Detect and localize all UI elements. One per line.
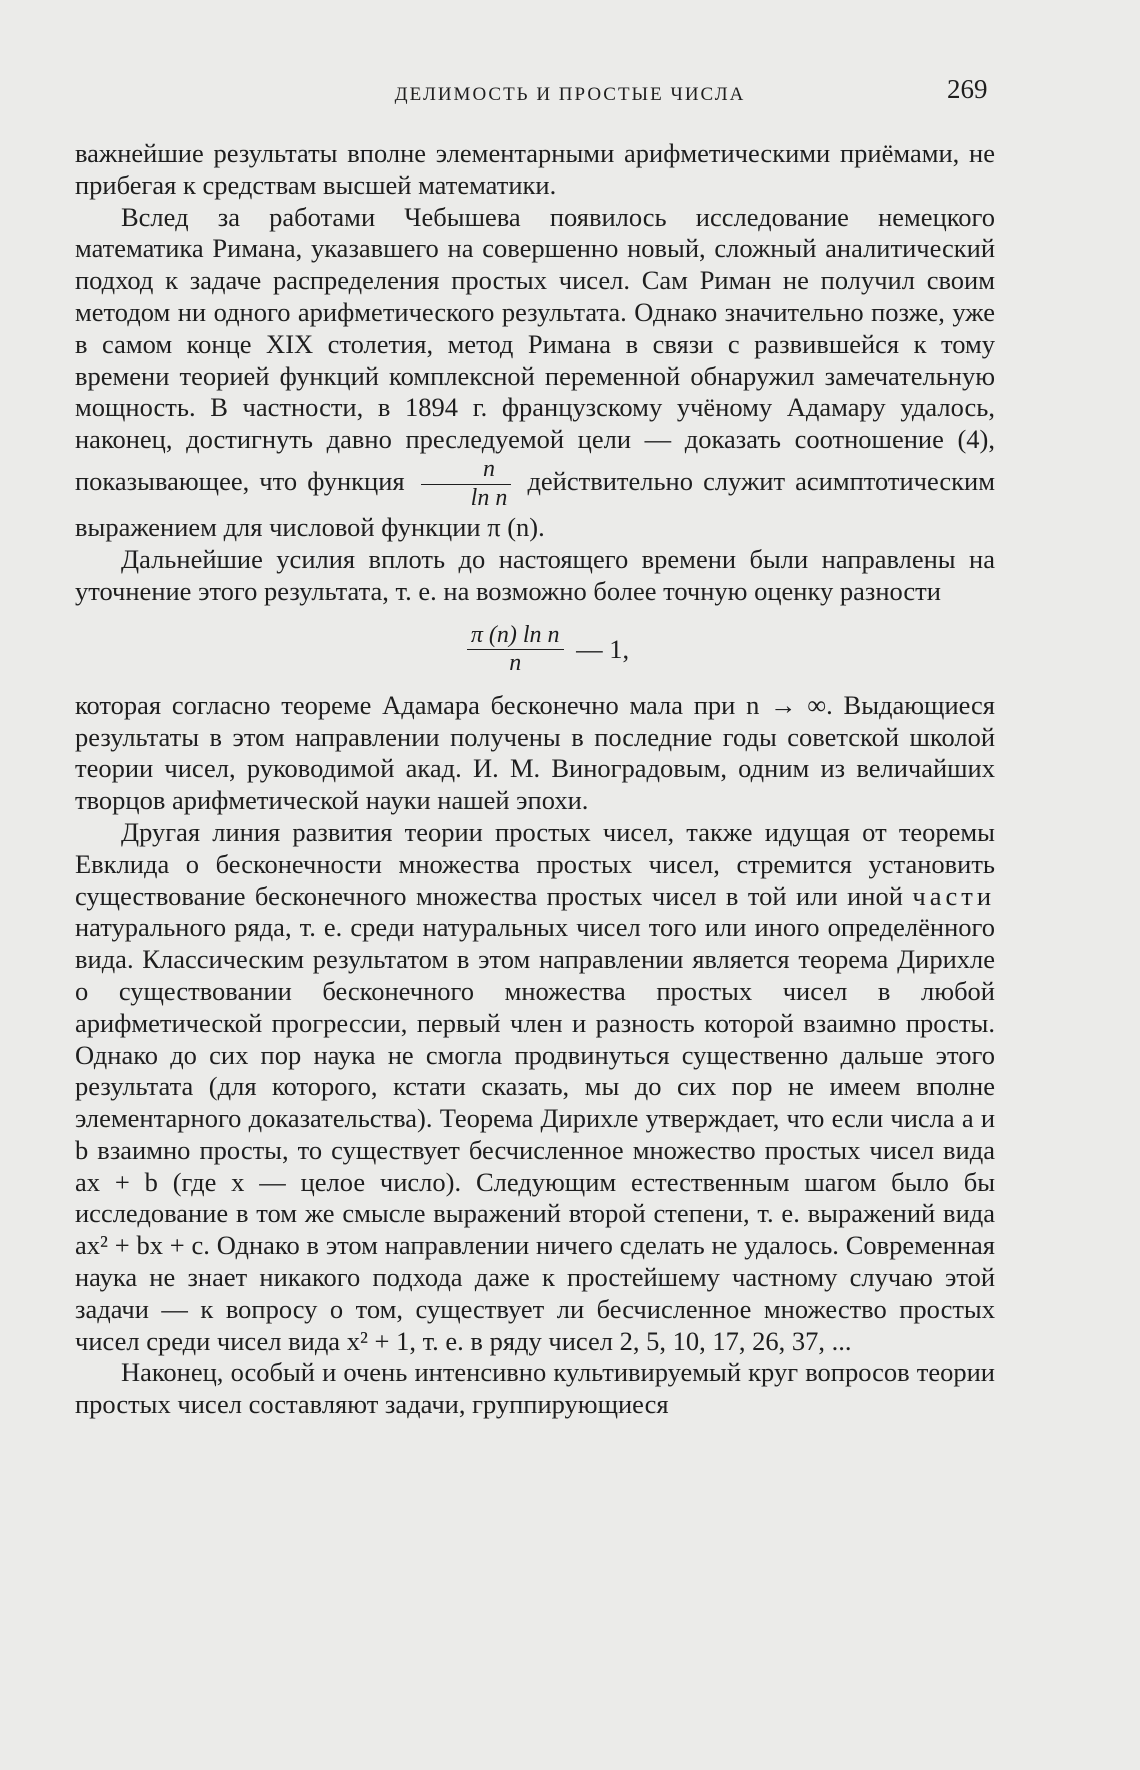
display-fraction-denominator: n — [467, 649, 564, 678]
fraction-denominator: ln n — [421, 484, 512, 513]
paragraph-2 — [75, 202, 995, 544]
paragraph-5: Наконец, особый и очень интенсивно культивируемый круг вопросов теории простых чисел составляют задачи, группирующиеся — [75, 1357, 995, 1420]
display-formula — [75, 622, 995, 678]
running-title: ДЕЛИМОСТЬ И ПРОСТЫЕ ЧИСЛА — [394, 84, 746, 105]
body-text — [75, 138, 995, 1421]
page-number: 269 — [947, 74, 988, 104]
paragraph-4 — [75, 817, 995, 1358]
paragraph-2-text-a: Вслед за работами Чебышева появилось исследование немецкого математика Римана, указавшего на совершенно новый, сложный аналитический подход к задаче распределения простых чисел. Сам Риман не получил своим методом ни одного арифметического результата. Однако значительно позже, уже в самом конце XIX столетия, метод Римана в связи с развившейся к тому времени теорией функций комплексной переменной обнаружил замечательную мощность. В частности, в 1894 г. французскому учёному Адамару удалось, наконец, достигнуть давно преследуемой цели — доказать соотношение (4), показывающее, что функция — [75, 201, 995, 497]
display-fraction-numerator: π (n) ln n — [470, 621, 560, 648]
paragraph-4-text-b: натурального ряда, т. е. среди натуральных чисел того или иного определённого вида. Классическим результатом в этом направлении является теорема Дирихле о существовании бесконечного множества простых чисел в любой арифметической прогрессии, первый член и разность которой взаимно просты. Однако до сих пор наука не смогла продвинуться существенно дальше этого результата (для которого, кстати сказать, мы до сих пор не имеем вполне элементарного доказательства). Теорема Дирихле утверждает, что если числа a и b взаимно просты, то существует бесчисленное множество простых чисел вида ax + b (где x — целое число). Следующим естественным шагом было бы исследование в том же смысле выражений второй степени, т. е. выражений вида ax² + bx + c. Однако в этом направлении ничего сделать не удалось. Современная наука не знает никакого подхода даже к простейшему частному случаю этой задачи — к вопросу о том, существует ли бесчисленное множество простых чисел среди чисел вида x² + 1, т. е. в ряду чисел 2, 5, 10, 17, 26, 37, ... — [75, 912, 995, 1356]
display-fraction — [467, 622, 564, 678]
paragraph-1: важнейшие результаты вполне элементарными арифметическими приёмами, не прибегая к средствам высшей математики. — [75, 138, 995, 200]
paragraph-3-continuation: которая согласно теореме Адамара бесконечно мала при n → ∞. Выдающиеся результаты в этом направлении получены в последние годы советской школой теории чисел, руководимой акад. И. М. Виноградовым, одним из величайших творцов арифметической науки нашей эпохи. — [75, 689, 995, 816]
paragraph-3-intro: Дальнейшие усилия вплоть до настоящего времени были направлены на уточнение этого результата, т. е. на возможно более точную оценку разности — [75, 543, 995, 606]
spaced-emphasis-word: части — [912, 880, 996, 911]
paragraph-4-text-a: Другая линия развития теории простых чисел, также идущая от теоремы Евклида о бесконечности множества простых чисел, стремится установить существование бесконечного множества простых чисел в той или иной — [75, 816, 995, 911]
inline-fraction-n-over-ln-n — [421, 456, 512, 512]
fraction-numerator: n — [483, 455, 495, 482]
paragraph-2-text-b: действительно служит асимптотическим выражением для числовой функции π (n). — [75, 466, 996, 543]
display-formula-rest: — 1, — [576, 633, 630, 664]
